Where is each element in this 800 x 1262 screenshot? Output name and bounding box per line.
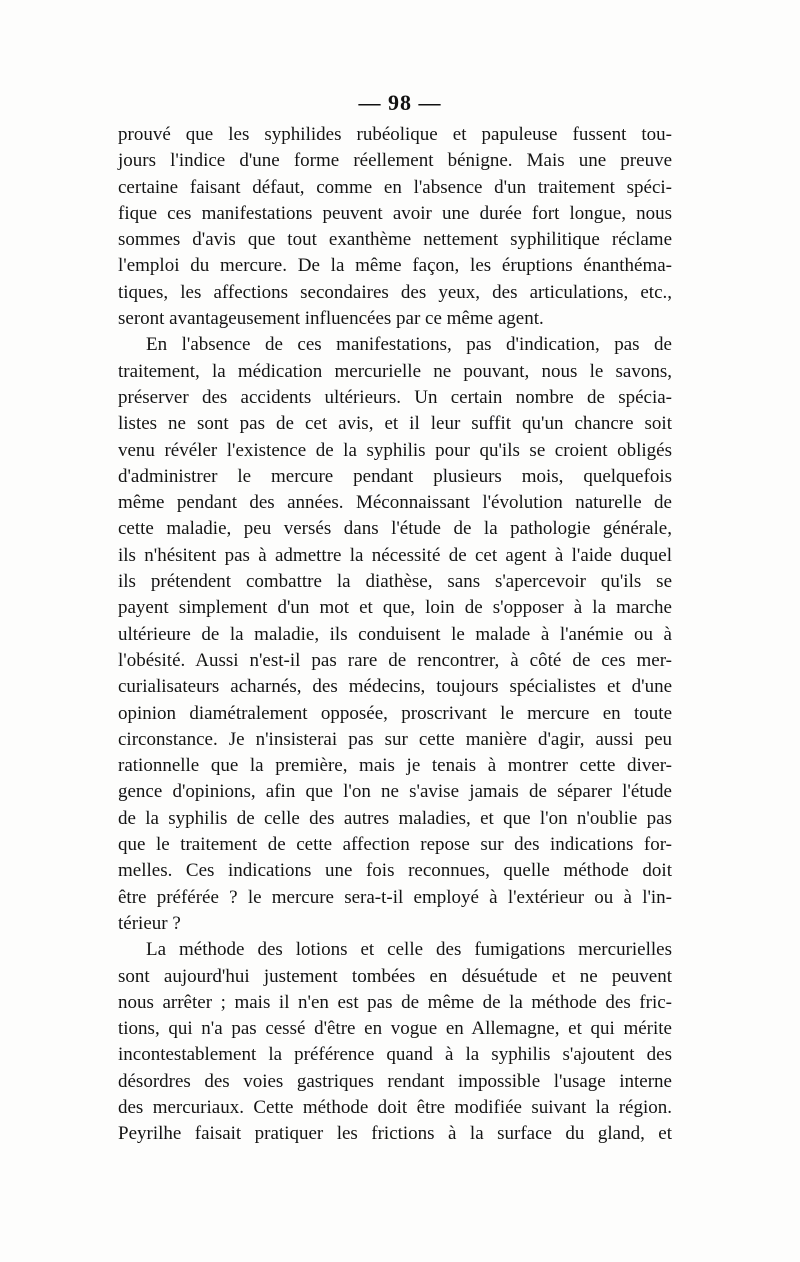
text-line: que le traitement de cette affection repose sur des indications for- <box>118 834 672 856</box>
text-line: de la syphilis de celle des autres maladies, et que l'on n'oublie pas <box>118 807 672 829</box>
page-number: — 98 — <box>358 90 442 115</box>
text-line: melles. Ces indications une fois reconnues, quelle méthode doit <box>118 860 672 882</box>
text-line: l'obésité. Aussi n'est-il pas rare de rencontrer, à côté de ces mer- <box>118 649 672 671</box>
text-line: payent simplement d'un mot et que, loin de s'opposer à la marche <box>118 597 672 619</box>
text-line: seront avantageusement influencées par ce même agent. <box>118 308 544 330</box>
text-line: préserver des accidents ultérieurs. Un certain nombre de spécia- <box>118 386 672 408</box>
text-line: sommes d'avis que tout exanthème nettement syphilitique réclame <box>118 229 672 251</box>
text-line: jours l'indice d'une forme réellement bénigne. Mais une preuve <box>118 150 672 172</box>
text-line: sont aujourd'hui justement tombées en désuétude et ne peuvent <box>118 965 672 987</box>
text-line: tiques, les affections secondaires des yeux, des articulations, etc., <box>118 281 672 303</box>
text-line: d'administrer le mercure pendant plusieurs mois, quelquefois <box>118 465 672 487</box>
text-line: ils n'hésitent pas à admettre la nécessité de cet agent à l'aide duquel <box>118 544 672 566</box>
text-line: térieur ? <box>118 912 181 934</box>
text-line: rationnelle que la première, mais je tenais à montrer cette diver- <box>118 755 672 777</box>
text-line: incontestablement la préférence quand à la syphilis s'ajoutent des <box>118 1044 672 1066</box>
text-line: ultérieure de la maladie, ils conduisent le malade à l'anémie ou à <box>118 623 672 645</box>
text-line: désordres des voies gastriques rendant impossible l'usage interne <box>118 1070 672 1092</box>
text-line: des mercuriaux. Cette méthode doit être modifiée suivant la région. <box>118 1096 672 1118</box>
text-line: ils prétendent combattre la diathèse, sans s'apercevoir qu'ils se <box>118 571 672 593</box>
text-line: certaine faisant défaut, comme en l'absence d'un traitement spéci- <box>118 176 672 198</box>
text-line: traitement, la médication mercurielle ne pouvant, nous le savons, <box>118 360 672 382</box>
body-text <box>118 122 672 1148</box>
text-line: curialisateurs acharnés, des médecins, toujours spécialistes et d'une <box>118 676 672 698</box>
text-line: listes ne sont pas de cet avis, et il leur suffit qu'un chancre soit <box>118 413 672 435</box>
text-line: nous arrêter ; mais il n'en est pas de même de la méthode des fric- <box>118 991 672 1013</box>
paragraph-start-line: En l'absence de ces manifestations, pas d'indication, pas de <box>146 334 672 356</box>
text-line: venu révéler l'existence de la syphilis pour qu'ils se croient obligés <box>118 439 672 461</box>
text-line: même pendant des années. Méconnaissant l'évolution naturelle de <box>118 492 672 514</box>
text-line: être préférée ? le mercure sera-t-il employé à l'extérieur ou à l'in- <box>118 886 672 908</box>
paragraph-start-line: La méthode des lotions et celle des fumigations mercurielles <box>146 939 672 961</box>
text-line: fique ces manifestations peuvent avoir une durée fort longue, nous <box>118 202 672 224</box>
text-line: l'emploi du mercure. De la même façon, les éruptions énanthéma- <box>118 255 672 277</box>
text-line: Peyrilhe faisait pratiquer les frictions à la surface du gland, et <box>118 1123 672 1145</box>
text-line: cette maladie, peu versés dans l'étude de la pathologie générale, <box>118 518 672 540</box>
text-line: opinion diamétralement opposée, proscrivant le mercure en toute <box>118 702 672 724</box>
text-line: tions, qui n'a pas cessé d'être en vogue en Allemagne, et qui mérite <box>118 1018 672 1040</box>
text-line: prouvé que les syphilides rubéolique et papuleuse fussent tou- <box>118 124 672 145</box>
text-line: gence d'opinions, afin que l'on ne s'avise jamais de séparer l'étude <box>118 781 672 803</box>
text-line: circonstance. Je n'insisterai pas sur cette manière d'agir, aussi peu <box>118 728 672 750</box>
